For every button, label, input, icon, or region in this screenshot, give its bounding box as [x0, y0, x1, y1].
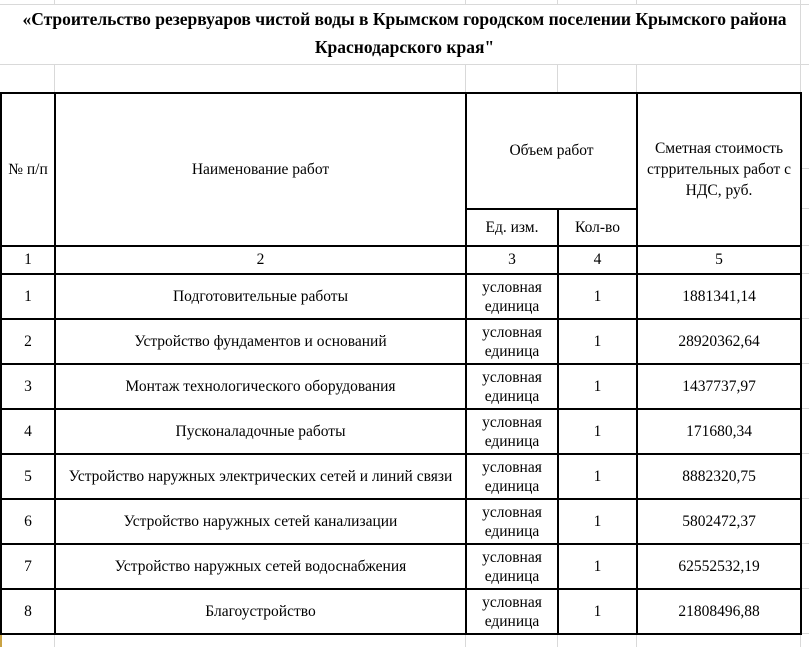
header-unit: Ед. изм.: [466, 209, 558, 246]
header-qty: Кол-во: [558, 209, 637, 246]
colnum-4: 4: [558, 246, 637, 274]
colnum-2: 2: [55, 246, 466, 274]
gridline: [801, 408, 809, 409]
cell-qty: 1: [558, 499, 637, 544]
gridline: [800, 633, 801, 647]
gridline: [54, 64, 55, 92]
gridline: [0, 64, 809, 65]
cell-qty: 1: [558, 364, 637, 409]
table-row: [1, 364, 801, 409]
table-row: [1, 319, 801, 364]
table-row: [1, 499, 801, 544]
gridline: [465, 633, 466, 647]
cell-cost: 171680,34: [637, 409, 801, 454]
cell-name: Устройство наружных сетей водоснабжения: [55, 544, 466, 589]
cell-name: Благоустройство: [55, 589, 466, 634]
gridline: [557, 633, 558, 647]
cell-num: 2: [1, 319, 55, 364]
table-row: [1, 454, 801, 499]
gridline: [54, 633, 55, 647]
cell-unit: условная единица: [466, 274, 558, 319]
cell-unit: условная единица: [466, 499, 558, 544]
cell-num: 4: [1, 409, 55, 454]
cell-qty: 1: [558, 319, 637, 364]
colnum-1: 1: [1, 246, 55, 274]
cell-qty: 1: [558, 409, 637, 454]
column-number-row: [1, 246, 801, 274]
cell-num: 8: [1, 589, 55, 634]
cell-cost: 1881341,14: [637, 274, 801, 319]
cell-unit: условная единица: [466, 454, 558, 499]
gridline: [801, 543, 809, 544]
cell-cost: 28920362,64: [637, 319, 801, 364]
gridline: [801, 318, 809, 319]
cell-name: Устройство фундаментов и оснований: [55, 319, 466, 364]
header-volume-group: Объем работ: [466, 93, 637, 209]
cell-cost: 1437737,97: [637, 364, 801, 409]
cell-num: 6: [1, 499, 55, 544]
estimate-table: [0, 92, 802, 635]
table-row: [1, 274, 801, 319]
cell-cost: 5802472,37: [637, 499, 801, 544]
cell-num: 1: [1, 274, 55, 319]
gridline: [557, 64, 558, 92]
gridline: [636, 633, 637, 647]
cell-cost: 21808496,88: [637, 589, 801, 634]
table-header-row: [1, 93, 801, 209]
cell-unit: условная единица: [466, 409, 558, 454]
table-row: [1, 589, 801, 634]
cell-name: Устройство наружных электрических сетей и линий связи: [55, 454, 466, 499]
cell-qty: 1: [558, 544, 637, 589]
gridline: [801, 588, 809, 589]
cell-cost: 62552532,19: [637, 544, 801, 589]
gridline: [801, 208, 809, 209]
document-title: «Строительство резервуаров чистой воды в Крымском городском поселении Крымского района Краснодарского края": [22, 9, 787, 57]
colnum-3: 3: [466, 246, 558, 274]
gridline: [801, 633, 809, 634]
cell-unit: условная единица: [466, 589, 558, 634]
gridline: [801, 245, 809, 246]
header-name: Наименование работ: [55, 93, 466, 246]
cell-num: 5: [1, 454, 55, 499]
gridline: [801, 168, 809, 169]
header-cost: Сметная стоимость стррительных работ с НДС, руб.: [637, 93, 801, 246]
gridline: [801, 498, 809, 499]
table-row: [1, 409, 801, 454]
cell-unit: условная единица: [466, 319, 558, 364]
gridline: [636, 64, 637, 92]
cell-unit: условная единица: [466, 544, 558, 589]
gridline: [801, 273, 809, 274]
cell-num: 3: [1, 364, 55, 409]
gridline: [465, 64, 466, 92]
cell-qty: 1: [558, 454, 637, 499]
cell-qty: 1: [558, 274, 637, 319]
cell-name: Пусконаладочные работы: [55, 409, 466, 454]
cell-unit: условная единица: [466, 364, 558, 409]
cell-name: Устройство наружных сетей канализации: [55, 499, 466, 544]
cell-name: Монтаж технологического оборудования: [55, 364, 466, 409]
header-num: № п/п: [1, 93, 55, 246]
cell-num: 7: [1, 544, 55, 589]
colnum-5: 5: [637, 246, 801, 274]
cell-cost: 8882320,75: [637, 454, 801, 499]
gridline: [801, 453, 809, 454]
table-row: [1, 544, 801, 589]
gridline: [801, 363, 809, 364]
cell-qty: 1: [558, 589, 637, 634]
cell-name: Подготовительные работы: [55, 274, 466, 319]
